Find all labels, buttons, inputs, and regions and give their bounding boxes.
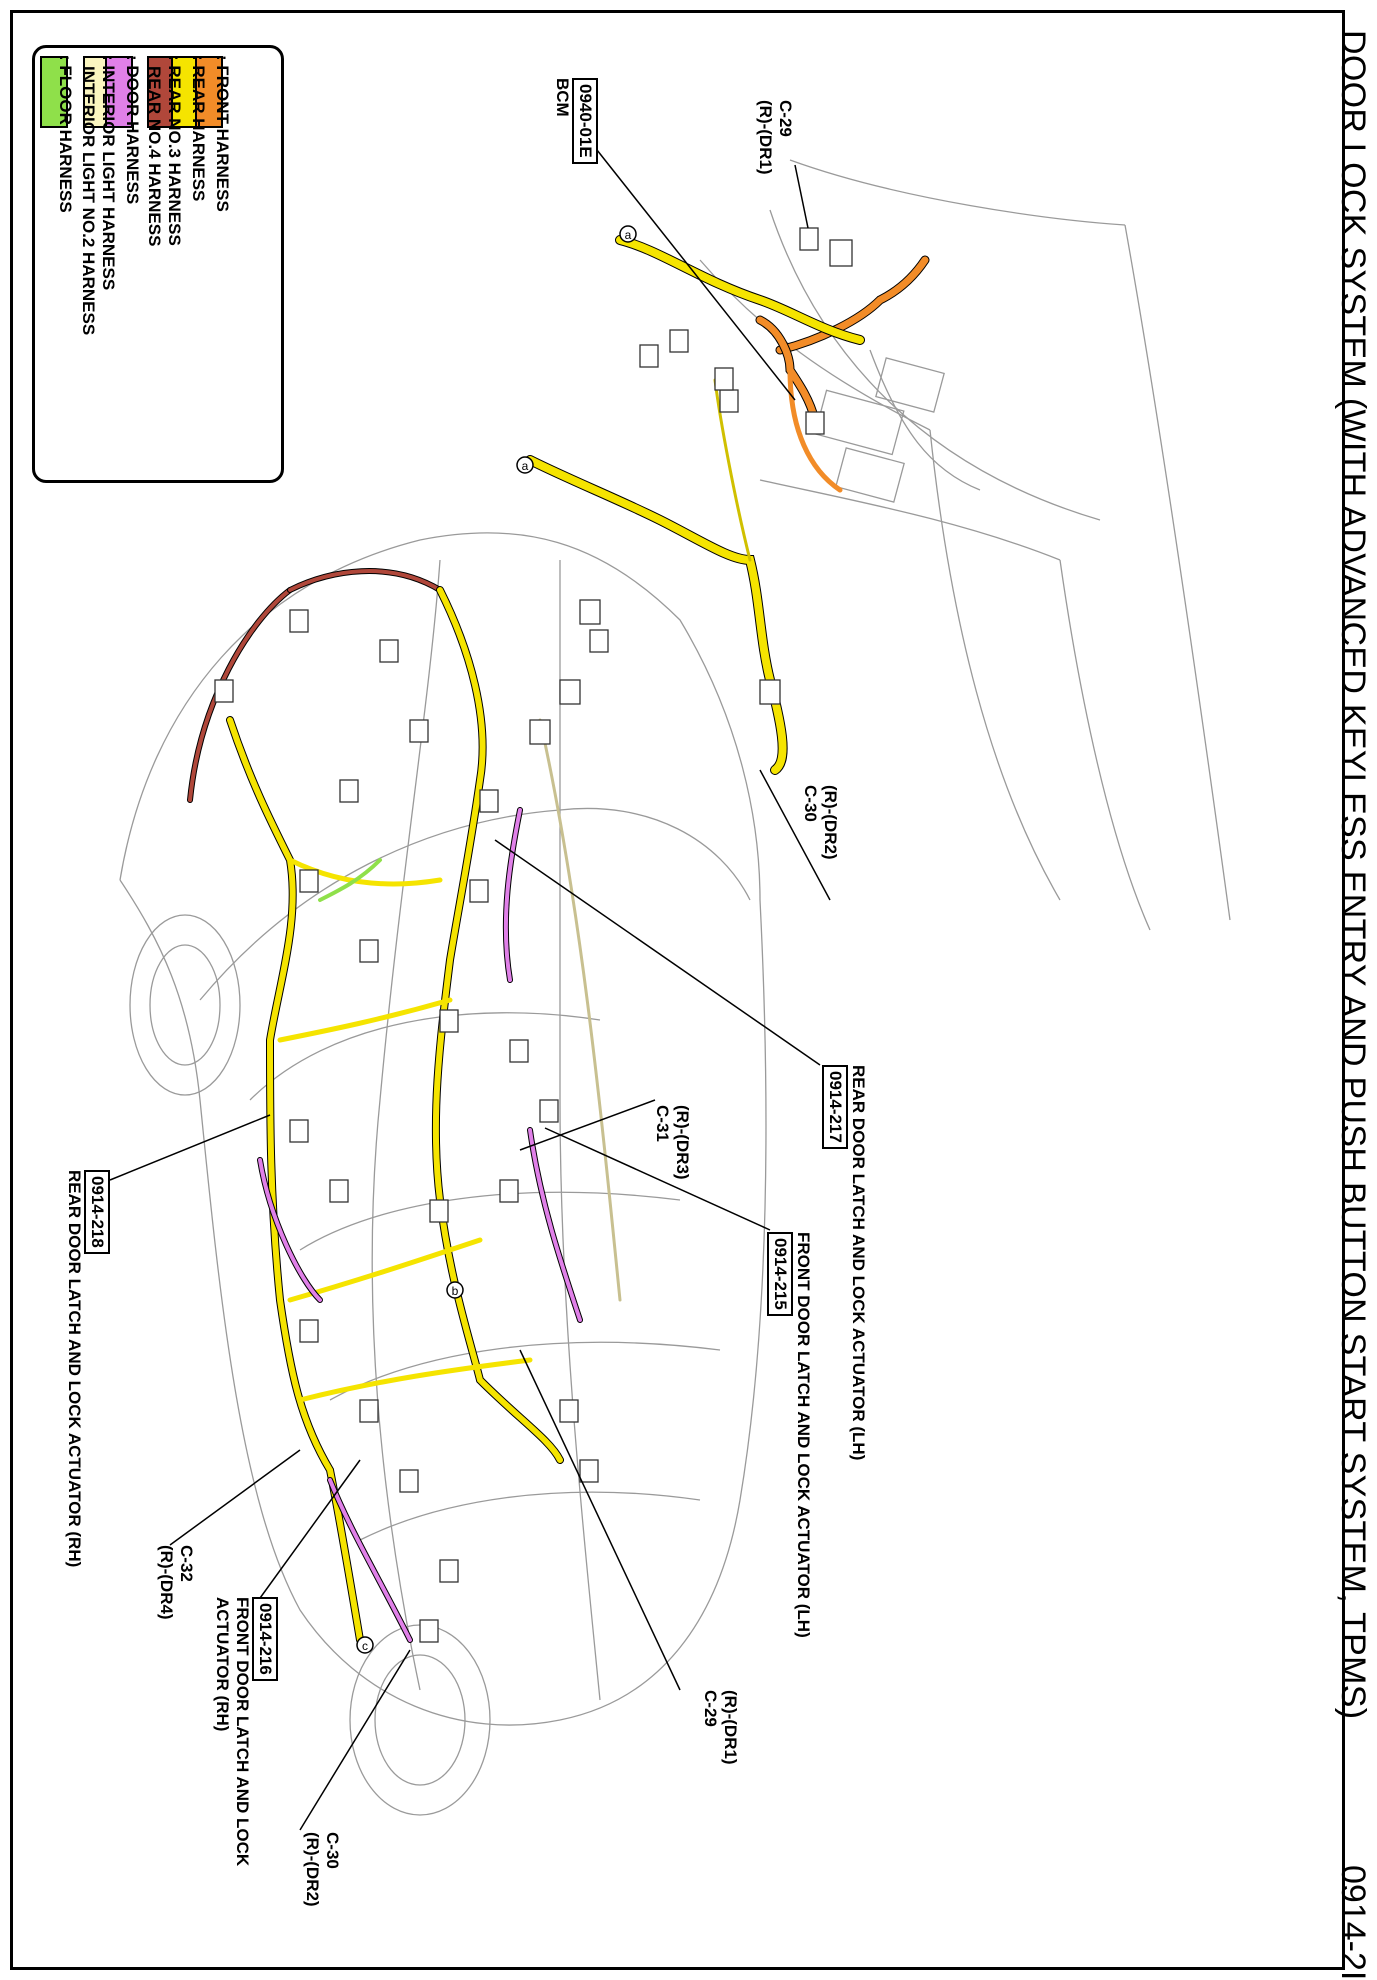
callout-bcm bbox=[552, 78, 598, 164]
callout-front-door-lh bbox=[767, 1232, 813, 1638]
rear-harness-mid bbox=[530, 380, 783, 770]
connector-code: C-32 bbox=[177, 1545, 196, 1582]
connector-sub: (R)-(DR2) bbox=[303, 1832, 322, 1907]
callout-rear-door-rh bbox=[64, 1170, 110, 1567]
connector-code: C-29 bbox=[701, 1690, 720, 1727]
component-name: REAR DOOR LATCH AND LOCK ACTUATOR (LH) bbox=[849, 1065, 868, 1461]
legend-label-door: : DOOR HARNESS bbox=[123, 55, 142, 205]
callout-c30-low bbox=[302, 1832, 342, 1907]
connector-sub: (R)-(DR4) bbox=[157, 1545, 176, 1620]
component-name-line2: ACTUATOR (RH) bbox=[213, 1597, 232, 1732]
front-harness-top bbox=[620, 240, 925, 490]
bcm-ref: 0940-01E bbox=[572, 78, 598, 164]
legend-label-front: : FRONT HARNESS bbox=[213, 55, 232, 212]
marker-b-label: b bbox=[451, 1284, 459, 1298]
callout-c32 bbox=[156, 1545, 196, 1620]
marker-c-label: c bbox=[362, 1639, 368, 1653]
component-ref: 0914-216 bbox=[252, 1597, 278, 1681]
legend-label-rear-no4: REAR NO.4 HARNESS bbox=[145, 66, 164, 247]
component-ref: 0914-218 bbox=[84, 1170, 110, 1254]
callout-c29-top bbox=[755, 100, 795, 175]
callout-rear-door-lh bbox=[822, 1065, 868, 1460]
callout-c29-low bbox=[700, 1690, 740, 1765]
component-name: FRONT DOOR LATCH AND LOCK ACTUATOR (LH) bbox=[794, 1232, 813, 1638]
body-outline bbox=[120, 160, 1230, 1815]
route-markers bbox=[357, 226, 636, 1653]
page-number: 0914-2I bbox=[1334, 1865, 1372, 1980]
connector-sub: (R)-(DR2) bbox=[821, 785, 840, 860]
marker-a-top-label: a bbox=[624, 228, 632, 242]
connector-code: C-29 bbox=[776, 100, 795, 137]
connector-sub: (R)-(DR3) bbox=[673, 1105, 692, 1180]
component-name: REAR DOOR LATCH AND LOCK ACTUATOR (RH) bbox=[65, 1170, 84, 1568]
connector-code: C-31 bbox=[653, 1105, 672, 1142]
callout-c30-top bbox=[800, 785, 840, 860]
marker-a-mid-label: a bbox=[521, 459, 529, 473]
connector-code: C-30 bbox=[323, 1832, 342, 1869]
bcm-name: BCM bbox=[553, 78, 572, 117]
callout-front-door-rh bbox=[212, 1597, 278, 1866]
legend-label-floor: : FLOOR HARNESS bbox=[56, 55, 75, 213]
callout-c31 bbox=[652, 1105, 692, 1180]
connector-sub: (R)-(DR1) bbox=[756, 100, 775, 175]
component-ref: 0914-217 bbox=[822, 1065, 848, 1149]
component-name-line1: FRONT DOOR LATCH AND LOCK bbox=[233, 1597, 252, 1867]
legend-label-interior-light: : INTERIOR LIGHT HARNESS bbox=[99, 55, 118, 291]
legend-label-rear: : REAR HARNESS bbox=[189, 55, 208, 202]
component-ref: 0914-215 bbox=[767, 1232, 793, 1316]
connector-code: C-30 bbox=[801, 785, 820, 822]
page-title: DOOR LOCK SYSTEM (WITH ADVANCED KEYLESS ENTRY AND PUSH BUTTON START SYSTEM, TPMS) bbox=[1334, 30, 1372, 1720]
connector-sub: (R)-(DR1) bbox=[721, 1690, 740, 1765]
legend-label-interior-light-no2: INTERIOR LIGHT NO.2 HARNESS bbox=[79, 66, 98, 336]
legend-label-rear-no3: : REAR NO.3 HARNESS bbox=[165, 55, 184, 246]
